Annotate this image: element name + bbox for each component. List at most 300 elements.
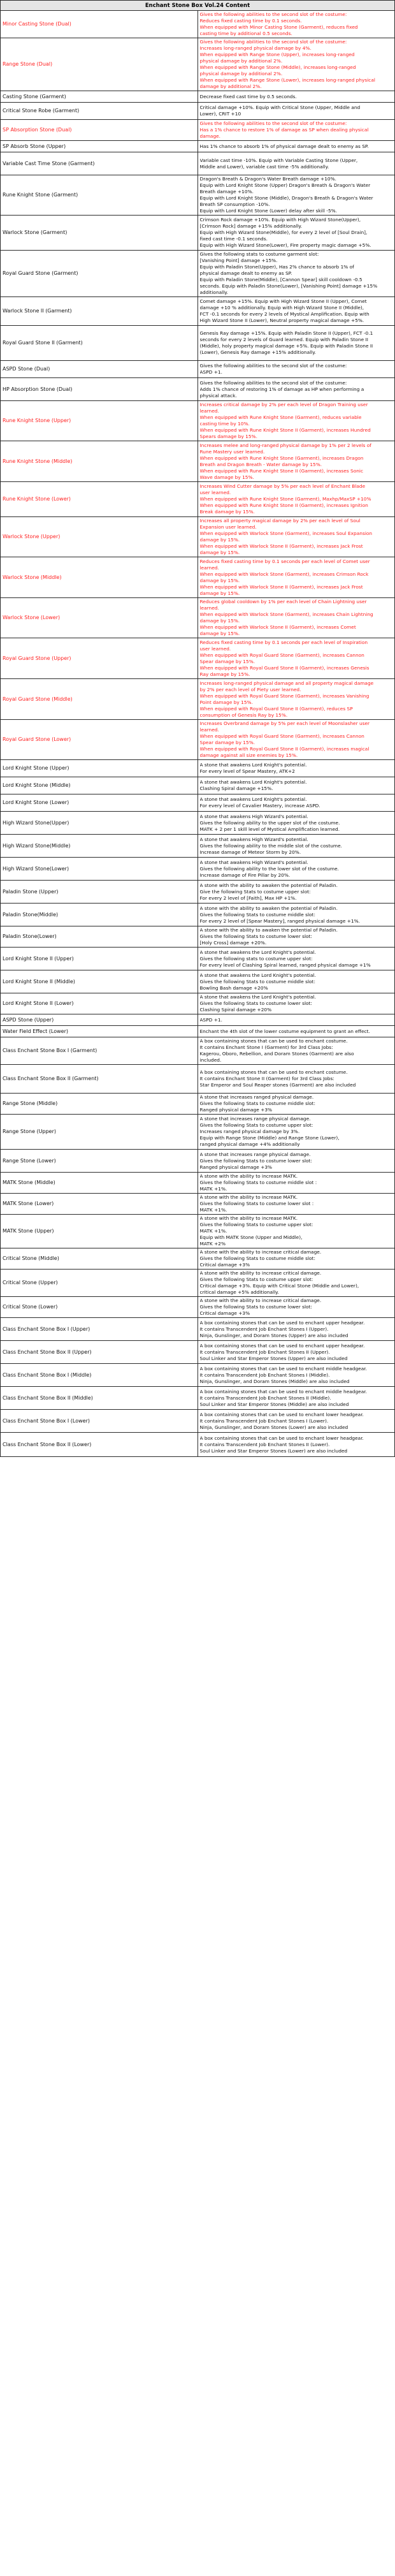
item-name: Lord Knight Stone (Lower) xyxy=(1,794,198,812)
table-row xyxy=(1,251,395,297)
item-name: Royal Guard Stone (Middle) xyxy=(1,679,198,720)
table-row xyxy=(1,378,395,401)
item-description xyxy=(198,38,395,91)
table-row xyxy=(1,598,395,638)
description-line: Gives the following Stats to costume middle slot: xyxy=(199,978,315,984)
description-line: critical damage +5% additionally. xyxy=(199,1289,279,1295)
description-line: Gives the following Stats to costume upper slot: xyxy=(199,1277,313,1282)
description-line: Gives the following abilities to the second slot of the costume: xyxy=(199,121,347,126)
description-line: Bowling Bash damage +20% xyxy=(199,984,268,991)
description-line: learned. xyxy=(199,564,219,571)
description-line: It contains Transcendent Job Enchant Stones II (Middle). xyxy=(199,1394,331,1401)
description-line: It contains Transcendent Job Enchant Stones II (Upper). xyxy=(199,1349,330,1355)
description-line: Genesis Ray damage +15%. Equip with Paladin Stone II (Upper), FCT -0.1 xyxy=(199,330,373,336)
table-row xyxy=(1,11,395,38)
table-row xyxy=(1,1094,395,1115)
item-description xyxy=(198,881,395,904)
item-description xyxy=(198,720,395,760)
item-description xyxy=(198,835,395,858)
description-line: A stone that increases range physical damage. xyxy=(199,1151,311,1157)
item-description xyxy=(198,361,395,378)
description-line: MATK +1%. xyxy=(199,1186,227,1192)
description-line: Increases Wind Cutter damage by 5% per each level of Enchant Blade xyxy=(199,483,366,489)
description-line: Ray damage by 15%. xyxy=(199,671,250,677)
description-line: Gives the following Stats to costume middle slot: xyxy=(199,1255,315,1261)
description-line: Ranged physical damage +3% xyxy=(199,1164,273,1170)
table-row xyxy=(1,1433,395,1457)
table-row xyxy=(1,152,395,175)
item-description xyxy=(198,152,395,175)
description-line: Equip with Lord Knight Stone (Lower) delay after skill -5%. xyxy=(199,208,338,214)
item-name: ASPD Stone (Upper) xyxy=(1,1014,198,1026)
table-row xyxy=(1,1037,395,1065)
description-line: For every 2 level of [Spear Mastery], ranged physical damage +1%. xyxy=(199,918,360,924)
description-line: Give the following Stats to costume upper slot: xyxy=(199,888,311,895)
table-row xyxy=(1,948,395,970)
item-name: Class Enchant Stone Box I (Middle) xyxy=(1,1364,198,1387)
description-line: Increase damage of Fire Pillar by 20%. xyxy=(199,872,291,878)
description-line: [Vanishing Point] damage +15%. xyxy=(199,258,278,263)
item-description xyxy=(198,175,395,216)
item-name: Royal Guard Stone (Upper) xyxy=(1,638,198,679)
description-line: A stone with the ability to awaken the potential of Paladin. xyxy=(199,882,338,888)
item-name: Lord Knight Stone II (Lower) xyxy=(1,993,198,1014)
table-row xyxy=(1,1014,395,1026)
description-line: A stone that awakens the Lord Knight's potential. xyxy=(199,994,316,1000)
item-description xyxy=(198,441,395,482)
table-row xyxy=(1,638,395,679)
item-description xyxy=(198,1194,395,1215)
description-line: Gives the following Stats to costume upper slot: xyxy=(199,1222,313,1227)
item-description xyxy=(198,251,395,297)
description-line: Adds 1% chance of restoring 1% of damage as HP when performing a xyxy=(199,386,364,392)
table-row xyxy=(1,482,395,517)
item-name: Water Field Effect (Lower) xyxy=(1,1026,198,1037)
table-row xyxy=(1,1065,395,1094)
description-line: Gives the following Stats to costume upper slot: xyxy=(199,1122,313,1128)
item-name: High Wizard Stone(Upper) xyxy=(1,812,198,835)
description-line: damage +10 % additionally. Equip with High Wizard Stone II (Middle), xyxy=(199,305,364,311)
description-line: When equipped with Warlock Stone II (Garment), increases Jack Frost xyxy=(199,543,363,549)
item-name: High Wizard Stone(Middle) xyxy=(1,835,198,858)
item-name: Paladin Stone (Upper) xyxy=(1,881,198,904)
item-description xyxy=(198,91,395,103)
item-name: Lord Knight Stone II (Upper) xyxy=(1,948,198,970)
item-description xyxy=(198,482,395,517)
description-line: When equipped with Range Stone (Lower), increases long-ranged physical xyxy=(199,77,375,83)
description-line: Comet damage +15%. Equip with High Wizard Stone II (Upper), Comet xyxy=(199,298,367,304)
item-name: Class Enchant Stone Box II (Upper) xyxy=(1,1341,198,1364)
description-line: Point damage by 15%. xyxy=(199,699,253,705)
item-name: Class Enchant Stone Box II (Lower) xyxy=(1,1433,198,1457)
description-line: Enchant the 4th slot of the lower costume equipment to grant an effect. xyxy=(199,1028,370,1034)
description-line: Gives the following abilities to the second slot of the costume: xyxy=(199,11,347,17)
description-line: Crimson Rock damage +10%. Equip with High Wizard Stone(Upper), xyxy=(199,217,361,223)
description-line: Spear damage by 15%. xyxy=(199,740,255,745)
description-line: damage by 15%. xyxy=(199,537,240,543)
item-name: HP Absorption Stone (Dual) xyxy=(1,378,198,401)
description-line: Reduces fixed casting time by 0.1 seconds. xyxy=(199,18,302,24)
description-line: A box containing stones that can be used to enchant costume. xyxy=(199,1038,348,1044)
item-description xyxy=(198,1065,395,1094)
description-line: A stone that increases ranged physical damage. xyxy=(199,1094,314,1100)
description-line: [Crimson Rock] damage +15% additionally. xyxy=(199,223,303,229)
item-description xyxy=(198,216,395,251)
table-row xyxy=(1,926,395,948)
description-line: casting time by additional 0.5 seconds. xyxy=(199,31,292,36)
description-line: Clashing Spiral damage +15%. xyxy=(199,786,273,791)
table-header-row xyxy=(1,1,395,11)
description-line: When equipped with Rune Knight Stone (Garment), increases Dragon xyxy=(199,455,364,461)
item-description xyxy=(198,103,395,120)
table-row xyxy=(1,1215,395,1248)
description-line: FCT -0.1 seconds for every 2 levels of Mystical Amplification. Equip with xyxy=(199,311,370,317)
description-line: included. xyxy=(199,1057,222,1063)
description-line: Increases melee and long-ranged physical damage by 1% per 2 levels of xyxy=(199,442,371,448)
table-row xyxy=(1,1297,395,1318)
description-line: Has a 1% chance to restore 1% of damage as SP when dealing physical xyxy=(199,127,369,133)
item-description xyxy=(198,812,395,835)
description-line: damage. xyxy=(199,133,221,139)
item-description xyxy=(198,1433,395,1457)
item-name: Range Stone (Upper) xyxy=(1,1115,198,1150)
item-description xyxy=(198,993,395,1014)
description-line: It contains Enchant Stone I (Garment) for 3rd Class Jobs: xyxy=(199,1044,333,1050)
description-line: A stone that awakens Lord Knight's potential. xyxy=(199,779,307,785)
item-description xyxy=(198,1026,395,1037)
item-description xyxy=(198,326,395,361)
description-line: MATK +2% xyxy=(199,1241,226,1247)
description-line: A stone that awakens Lord Knight's potential. xyxy=(199,762,307,768)
item-name: Royal Guard Stone II (Garment) xyxy=(1,326,198,361)
item-name: Warlock Stone (Upper) xyxy=(1,517,198,557)
item-name: Range Stone (Middle) xyxy=(1,1094,198,1115)
description-line: damage by 15%. xyxy=(199,618,240,624)
item-name: Paladin Stone(Middle) xyxy=(1,904,198,926)
description-line: (Middle), holy property magical damage +5%. Equip with Paladin Stone II xyxy=(199,343,373,349)
description-line: Gives the following Stats to costume middle slot: xyxy=(199,1101,315,1106)
description-line: A stone with the ability to increase MATK. xyxy=(199,1215,298,1221)
description-line: It contains Transcendent Job Enchant Stones II (Lower). xyxy=(199,1441,330,1447)
table-row xyxy=(1,1387,395,1410)
table-row xyxy=(1,904,395,926)
description-line: Spears damage by 15%. xyxy=(199,434,257,439)
item-description xyxy=(198,1248,395,1270)
item-description xyxy=(198,948,395,970)
description-line: For every level of Cavalier Mastery, increase ASPD. xyxy=(199,803,320,809)
table-row xyxy=(1,361,395,378)
item-name: Warlock Stone II (Garment) xyxy=(1,297,198,326)
item-description xyxy=(198,11,395,38)
item-description xyxy=(198,638,395,679)
description-line: Star Emperor and Soul Reaper stones (Garment) are also included xyxy=(199,1082,356,1088)
description-line: When equipped with Royal Guard Stone (Garment), increases Vanishing xyxy=(199,692,370,699)
description-line: It contains Transcendent Job Enchant Stones I (Upper). xyxy=(199,1326,329,1332)
item-name: MATK Stone (Middle) xyxy=(1,1173,198,1194)
item-description xyxy=(198,926,395,948)
description-line: A box containing stones that can be used to enchant upper headgear. xyxy=(199,1319,365,1326)
description-line: Breath SP consumption -10%. xyxy=(199,201,270,207)
description-line: Soul Linker and Star Emperor Stones (Upper) are also included xyxy=(199,1355,348,1361)
description-line: Variable cast time -10%. Equip with Variable Casting Stone (Upper, xyxy=(199,157,358,163)
description-line: Dragon's Breath & Dragon's Water Breath damage +10%. xyxy=(199,176,336,182)
description-line: A box containing stones that can be used to enchant middle headgear. xyxy=(199,1365,367,1372)
item-description xyxy=(198,1150,395,1173)
description-line: When equipped with Warlock Stone (Garment), increases Soul Expansion xyxy=(199,531,373,536)
item-name: Range Stone (Dual) xyxy=(1,38,198,91)
description-line: When equipped with Royal Guard Stone II (Garment), increases magical xyxy=(199,746,370,752)
item-name: Critical Stone Robe (Garment) xyxy=(1,103,198,120)
description-line: Gives the following Stats to costume lower slot: xyxy=(199,933,312,939)
table-row xyxy=(1,1248,395,1270)
description-line: Increases critical damage by 2% per each level of Dragon Training user xyxy=(199,402,368,407)
description-line: seconds for every 2 levels of Guard learned. Equip with Paladin Stone II xyxy=(199,337,368,342)
description-line: [Holy Cross] damage +20%. xyxy=(199,940,267,946)
description-line: Equip with Paladin Stone(Middle), [Cannon Spear] skill cooldown -0.5 xyxy=(199,277,363,282)
table-row xyxy=(1,1173,395,1194)
description-line: A box containing stones that can be used to enchant upper headgear. xyxy=(199,1342,365,1349)
description-line: Has 1% chance to absorb 1% of physical damage dealt to enemy as SP. xyxy=(199,143,369,149)
item-name: Lord Knight Stone (Upper) xyxy=(1,760,198,777)
table-row xyxy=(1,517,395,557)
item-description xyxy=(198,378,395,401)
table-row xyxy=(1,1150,395,1173)
item-description xyxy=(198,1014,395,1026)
item-name: Warlock Stone (Lower) xyxy=(1,598,198,638)
description-line: Gives the following ability to the middle slot of the costume. xyxy=(199,842,343,849)
item-name: Casting Stone (Garment) xyxy=(1,91,198,103)
description-line: Reduces global cooldown by 1% per each level of Chain Lightning user xyxy=(199,599,367,604)
description-line: damage by 15%. xyxy=(199,590,240,596)
description-line: Wave damage by 15%. xyxy=(199,474,254,480)
description-line: Increases all property magical damage by 2% per each level of Soul xyxy=(199,518,361,523)
description-line: A stone with the ability to increase MATK. xyxy=(199,1173,298,1179)
description-line: A box containing stones that can be used to enchant lower headgear. xyxy=(199,1435,364,1441)
table-row xyxy=(1,120,395,141)
table-row xyxy=(1,297,395,326)
table-row xyxy=(1,777,395,794)
description-line: A stone that awakens the Lord Knight's potential. xyxy=(199,972,316,978)
description-line: Gives the following ability to the upper slot of the costume. xyxy=(199,819,340,826)
table-row xyxy=(1,441,395,482)
item-name: ASPD Stone (Dual) xyxy=(1,361,198,378)
table-row xyxy=(1,1194,395,1215)
description-line: Ninja, Gunslinger, and Doram Stones (Lower) are also included xyxy=(199,1424,348,1430)
description-line: Expansion user learned. xyxy=(199,524,257,530)
item-name: Warlock Stone (Garment) xyxy=(1,216,198,251)
description-line: ASPD +1. xyxy=(199,369,222,375)
description-line: learned. xyxy=(199,605,219,611)
description-line: Soul Linker and Star Emperor Stones (Lower) are also included xyxy=(199,1447,348,1454)
description-line: Breath and Dragon Breath - Water damage by 15%. xyxy=(199,461,322,467)
description-line: For every 2 level of [Faith], Max HP +1%. xyxy=(199,895,297,901)
item-name: Lord Knight Stone II (Middle) xyxy=(1,970,198,993)
description-line: When equipped with Minor Casting Stone (Garment), reduces fixed xyxy=(199,24,358,30)
description-line: When equipped with Warlock Stone II (Garment), increases Comet xyxy=(199,624,356,630)
table-row xyxy=(1,1115,395,1150)
description-line: Lower), CRIT +10 xyxy=(199,111,241,117)
description-line: A stone that awakens High Wizard's potential. xyxy=(199,836,308,842)
description-line: Equip with Lord Knight Stone (Middle), Dragon's Breath & Dragon's Water xyxy=(199,195,373,201)
item-description xyxy=(198,760,395,777)
description-line: Break damage by 15%. xyxy=(199,509,255,515)
description-line: A stone with the ability to increase critical damage. xyxy=(199,1249,322,1255)
description-line: Gives the following Stats to costume middle slot: xyxy=(199,911,315,918)
description-line: damage by additional 2%. xyxy=(199,84,262,89)
item-name: Paladin Stone(Lower) xyxy=(1,926,198,948)
description-line: fixed cast time -0.1 seconds. xyxy=(199,236,268,242)
description-line: Equip with MATK Stone (Upper and Middle), xyxy=(199,1234,303,1240)
table-row xyxy=(1,216,395,251)
item-name: Class Enchant Stone Box I (Garment) xyxy=(1,1037,198,1065)
item-name: Minor Casting Stone (Dual) xyxy=(1,11,198,38)
description-line: Critical damage +3% xyxy=(199,1310,250,1316)
description-line: physical damage by additional 2%. xyxy=(199,58,283,64)
description-line: Reduces fixed casting time by 0.1 seconds per each level of Comet user xyxy=(199,558,370,564)
description-line: When equipped with Warlock Stone (Garment), increases Crimson Rock xyxy=(199,571,369,577)
description-line: Ninja, Gunslinger, and Doram Stones (Middle) are also included xyxy=(199,1378,350,1384)
description-line: physical damage by additional 2%. xyxy=(199,71,283,77)
item-description xyxy=(198,1215,395,1248)
item-name: Rune Knight Stone (Middle) xyxy=(1,441,198,482)
description-line: damage by 15%. xyxy=(199,577,240,583)
description-line: When equipped with Rune Knight Stone (Garment), Maxhp/MaxSP +10% xyxy=(199,496,371,502)
table-row xyxy=(1,993,395,1014)
item-description xyxy=(198,1115,395,1150)
table-row xyxy=(1,1026,395,1037)
item-description xyxy=(198,1270,395,1297)
table-row xyxy=(1,794,395,812)
description-line: consumption of Genesis Ray by 15%. xyxy=(199,712,288,718)
table-row xyxy=(1,812,395,835)
description-line: Increases long-ranged physical damage by 4%. xyxy=(199,45,312,51)
description-line: A box containing stones that can be used to enchant lower headgear. xyxy=(199,1411,364,1417)
item-name: SP Absorption Stone (Dual) xyxy=(1,120,198,141)
item-name: Class Enchant Stone Box I (Upper) xyxy=(1,1318,198,1341)
item-description xyxy=(198,120,395,141)
description-line: For every level of Clashing Spiral learned, ranged physical damage +1% xyxy=(199,962,371,968)
description-line: ranged physical damage +4% additionally xyxy=(199,1141,300,1147)
description-line: Gives the following Stats to costume lower slot: xyxy=(199,1304,312,1310)
description-line: by 2% per each level of Piety user learned. xyxy=(199,686,301,692)
table-row xyxy=(1,720,395,760)
description-line: When equipped with Range Stone (Middle), increases long-ranged xyxy=(199,64,356,70)
description-line: A stone with the ability to awaken the potential of Paladin. xyxy=(199,905,338,911)
description-line: A stone that awakens Lord Knight's potential. xyxy=(199,796,307,802)
description-line: It contains Transcendent Job Enchant Stones I (Middle). xyxy=(199,1372,330,1378)
description-line: physical attack. xyxy=(199,392,237,399)
item-description xyxy=(198,1410,395,1433)
table-row xyxy=(1,1341,395,1364)
description-line: A stone with the ability to awaken the potential of Paladin. xyxy=(199,927,338,933)
item-name: Critical Stone (Lower) xyxy=(1,1297,198,1318)
item-name: SP Absorb Stone (Upper) xyxy=(1,141,198,152)
description-line: Increases Overbrand damage by 5% per each level of Moonslasher user xyxy=(199,721,370,726)
table-row xyxy=(1,326,395,361)
item-name: Rune Knight Stone (Upper) xyxy=(1,401,198,441)
description-line: Gives the following abilities to the second slot of the costume: xyxy=(199,379,347,386)
item-name: Variable Cast Time Stone (Garment) xyxy=(1,152,198,175)
item-description xyxy=(198,1341,395,1364)
description-line: Equip with High Wizard Stone(Lower), Fire property magic damage +5%. xyxy=(199,242,371,248)
description-line: Gives the following Stats to costume middle slot : xyxy=(199,1180,317,1185)
description-line: MATK +1%. xyxy=(199,1207,227,1213)
item-name: MATK Stone (Upper) xyxy=(1,1215,198,1248)
description-line: For every level of Spear Mastery, ATK+2 xyxy=(199,768,295,774)
description-line: casting time by 10%. xyxy=(199,421,250,427)
item-description xyxy=(198,1318,395,1341)
table-row xyxy=(1,881,395,904)
item-name: Rune Knight Stone (Lower) xyxy=(1,482,198,517)
description-line: High Wizard Stone II (Lower), Neutral property magical damage +5%. xyxy=(199,318,364,323)
description-line: (Lower), Genesis Ray damage +15% additionally. xyxy=(199,349,316,355)
description-line: Gives the following stats to costume garment slot: xyxy=(199,251,319,257)
table-row xyxy=(1,175,395,216)
table-row xyxy=(1,1364,395,1387)
description-line: A stone that awakens the Lord Knight's potential. xyxy=(199,949,316,955)
item-description xyxy=(198,777,395,794)
description-line: Gives the following abilities to the second slot of the costume: xyxy=(199,39,347,45)
table-row xyxy=(1,557,395,598)
description-line: damage against all size enemies by 15%. xyxy=(199,752,298,758)
description-line: Equip with High Wizard Stone(Middle), for every 2 level of [Soul Drain], xyxy=(199,230,368,235)
description-line: A stone with the ability to increase critical damage. xyxy=(199,1298,322,1303)
description-line: Increases ranged physical damage by 3%. xyxy=(199,1129,300,1134)
table-row xyxy=(1,760,395,777)
item-description xyxy=(198,598,395,638)
description-line: Ranged physical damage +3% xyxy=(199,1107,273,1113)
description-line: Ninja, Gunslinger, and Doram Stones (Upper) are also included xyxy=(199,1332,348,1338)
item-description xyxy=(198,1173,395,1194)
description-line: A stone that increases range physical damage. xyxy=(199,1116,311,1122)
table-row xyxy=(1,1318,395,1341)
description-line: When equipped with Royal Guard Stone II (Garment), reduces SP xyxy=(199,705,353,712)
description-line: Critical damage +3% xyxy=(199,1262,250,1268)
description-line: MATK + 2 per 1 skill level of Mystical Amplification learned. xyxy=(199,826,340,832)
description-line: Gives the following abilities to the second slot of the costume: xyxy=(199,363,347,369)
description-line: A stone that awakens High Wizard's potential. xyxy=(199,859,308,865)
table-row xyxy=(1,103,395,120)
description-line: Equip with Paladin Stone(Upper), Has 2% chance to absorb 1% of xyxy=(199,264,354,270)
item-description xyxy=(198,1094,395,1115)
description-line: When equipped with Rune Knight Stone II (Garment), increases Ignition xyxy=(199,502,368,508)
description-line: Middle and Lower), variable cast time -5% additionally. xyxy=(199,163,329,170)
description-line: When equipped with Royal Guard Stone (Garment), increases Cannon xyxy=(199,733,364,739)
table-row xyxy=(1,141,395,152)
item-description xyxy=(198,970,395,993)
description-line: A box containing stones that can be used to enchant costume. xyxy=(199,1069,348,1075)
description-line: When equipped with Warlock Stone II (Garment), increases Jack Frost xyxy=(199,583,363,590)
item-name: Rune Knight Stone (Garment) xyxy=(1,175,198,216)
table-row xyxy=(1,91,395,103)
table-row xyxy=(1,38,395,91)
description-line: Equip with Lord Knight Stone (Upper) Dragon's Breath & Dragon's Water xyxy=(199,182,371,188)
item-name: Critical Stone (Middle) xyxy=(1,1248,198,1270)
item-description xyxy=(198,1387,395,1410)
table-row xyxy=(1,835,395,858)
item-description xyxy=(198,1297,395,1318)
item-description xyxy=(198,141,395,152)
description-line: When equipped with Warlock Stone (Garment), increases Chain Lightning xyxy=(199,611,373,617)
description-line: A box containing stones that can be used to enchant middle headgear. xyxy=(199,1388,367,1394)
item-name: Class Enchant Stone Box I (Lower) xyxy=(1,1410,198,1433)
item-description xyxy=(198,401,395,441)
description-line: Gives the following ability to the lower slot of the costume. xyxy=(199,865,339,872)
item-name: Royal Guard Stone (Garment) xyxy=(1,251,198,297)
description-line: Clashing Spiral damage +20% xyxy=(199,1007,272,1013)
item-name: Range Stone (Lower) xyxy=(1,1150,198,1173)
description-line: When equipped with Rune Knight Stone (Garment), reduces variable xyxy=(199,414,362,420)
